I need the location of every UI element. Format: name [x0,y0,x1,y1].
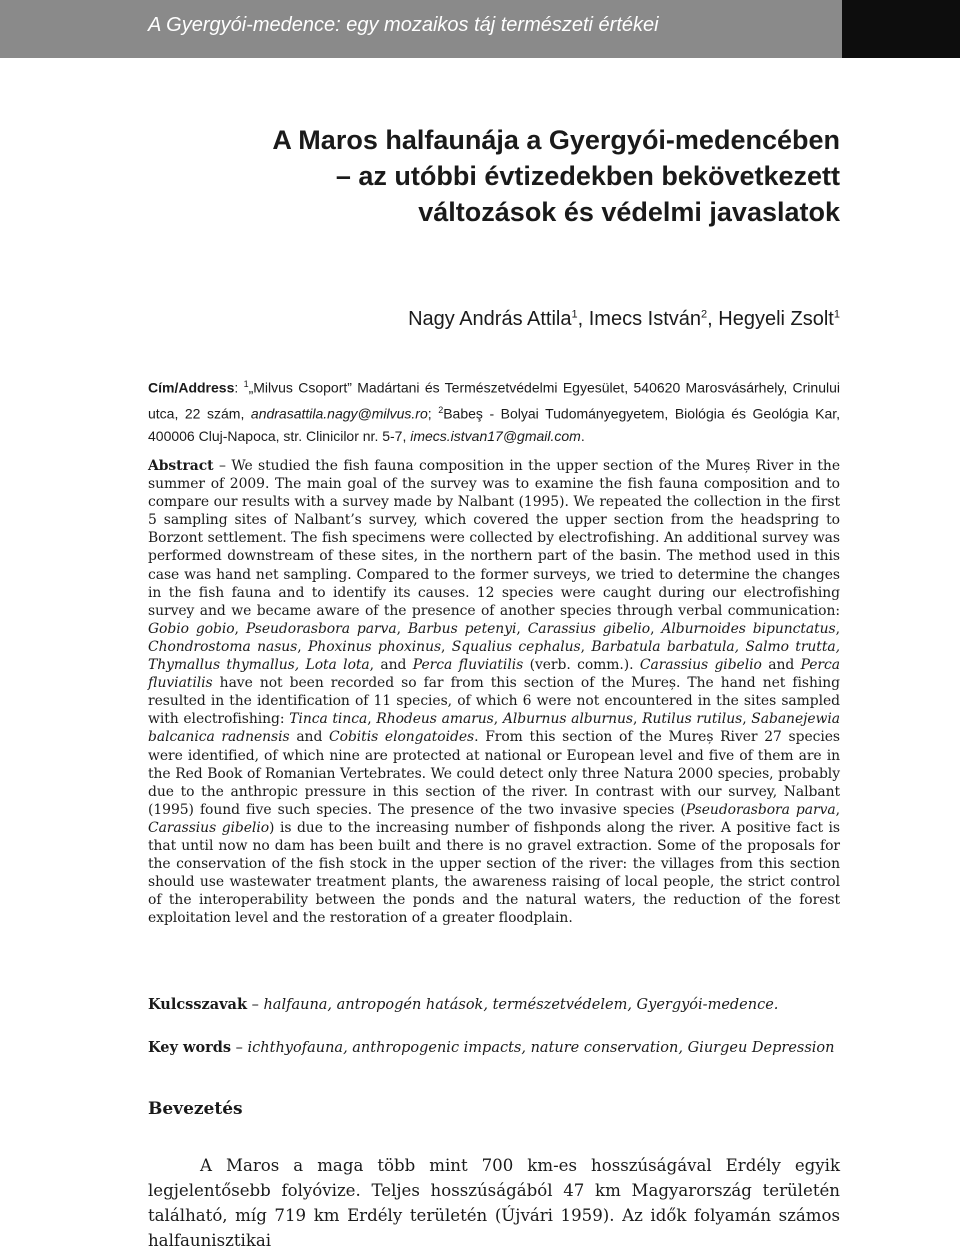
abstract-text: , [396,620,408,637]
keywords-hu-text: halfauna, antropogén hatások, természetvédelem, Gyergyói-medence. [263,997,779,1013]
species-name: Barbatula barbatula, Salmo trutta, Thymallus thymallus, Lota lota [148,638,840,674]
keywords-hungarian [148,996,868,1013]
title-line-3: változások és védelmi javaslatok [418,197,840,227]
species-name: Alburnoides bipunctatus [661,620,836,637]
author-separator: , [577,308,589,330]
keywords-en-text: ichthyofauna, anthropogenic impacts, nature conservation, Giurgeu Depression [247,1040,835,1056]
section-heading: Bevezetés [148,1099,243,1119]
title-line-1: A Maros halfaunája a Gyergyói-medencében [272,125,840,155]
header-corner-block [842,0,960,58]
species-name: Gobio gobio [148,620,235,637]
abstract-text: , and [369,657,413,674]
abstract [148,457,840,927]
abstract-text: and [761,657,801,674]
author-list [408,308,840,331]
affiliation-mark: 2 [438,405,444,416]
abstract-text: . From this section of the Mureș River 27 species were identified, of which nine are protected at national or European level and five of them are in the Red Book of Romanian Vertebrates. We could detect only three Natura 2000 species, probably due to the anthropic pressure in this section of the river. In contrast with our survey, Nalbant (1995) found five such species. The presence of the two invasive species ( [148,729,841,818]
affiliation-1-end: ; [427,405,439,422]
title-line-2: – az utóbbi évtizedekben bekövetkezett [335,161,840,191]
species-name: Carassius gibelio [148,819,270,836]
species-name: Barbus petenyi [407,620,517,637]
abstract-text: , [367,711,377,728]
abstract-text: , [516,620,528,637]
abstract-text: , [632,711,643,728]
abstract-body [148,458,840,926]
address-label: Cím/Address [148,379,235,396]
species-name: Pseudorasbora parva [685,801,836,818]
species-name: Rhodeus amarus [376,711,494,728]
species-name: Alburnus alburnus [502,711,633,728]
species-name: Tinca tinca [289,711,368,728]
author-name: Imecs István [588,308,702,330]
abstract-text: , [580,638,592,655]
affiliation-1-email[interactable]: andrasattila.nagy@milvus.ro [250,405,428,422]
abstract-text: , [441,638,452,655]
author-name: Hegyeli Zsolt [718,308,834,330]
abstract-text: , [493,711,503,728]
author-name: Nagy András Attila [408,308,572,330]
species-name: Cobitis elongatoides [329,729,475,746]
abstract-text: have not been recorded so far from this section of the Mureș. The hand net fishing resulted in the identification of 11 species, of which 6 were not encountered in the sites sampled with electrofishing: [148,675,840,728]
species-name: Perca fluviatilis [148,657,840,692]
abstract-dash: – [213,458,232,474]
keywords-hu-label: Kulcsszavak [148,996,247,1013]
species-name: Sabanejewia balcanica radnensis [148,711,841,746]
affiliation-2-text: Babeş - Bolyai Tudományegyetem, Biológia és Geológia Kar, 400006 Cluj-Napoca, str. Clinicilor nr. 5-7, [148,405,841,445]
species-name: Carassius gibelio [639,657,762,674]
article-title [272,122,840,230]
abstract-text: (verb. comm.). [523,657,640,674]
abstract-text: and [289,729,330,746]
abstract-text: , [835,801,840,818]
species-name: Perca fluviatilis [412,657,524,674]
abstract-label: Abstract [148,458,214,474]
affiliation-2-email[interactable]: imecs.istvan17@gmail.com [410,428,581,445]
body-paragraph: A Maros a maga több mint 700 km-es hosszúságával Erdély egyik legjelentősebb folyóvize. Teljes hosszúságából 47 km Magyarország területén található, míg 719 km Erdély területén (Újvári 1959). Az idők folyamán számos halfaunisztikai [148,1156,840,1250]
keywords-english [148,1039,868,1056]
keywords-hu-dash: – [247,997,264,1013]
abstract-text: , [234,620,246,637]
author-affiliation: 2 [701,308,708,321]
author-affiliation: 1 [571,308,578,321]
abstract-text: ) is due to the increasing number of fishponds along the river. A positive fact is that until now no dam has been built and there is no gravel extraction. Some of the proposals for the conservation of the fish stock in the upper section of the river: the villages from this section should use wastewater treatment plants, the awareness raising of local people, the strict control of the interoperability between the ponds and the natural waters, the reduction of the forest exploitation level and the restoration of a greater floodplain. [148,819,841,927]
affiliation-2-end: . [580,428,585,445]
abstract-text: , [742,711,752,728]
keywords-en-dash: – [231,1040,248,1056]
abstract-text: , [297,638,309,655]
address-separator: : [234,379,244,396]
running-title: A Gyergyói-medence: egy mozaikos táj természeti értékei [148,14,659,36]
affiliation-mark: 1 [243,379,249,389]
species-name: Squalius cephalus [451,638,581,655]
author-affiliation: 1 [833,308,840,321]
species-name: Rutilus rutilus [642,711,743,728]
species-name: Carassius gibelio [527,620,651,637]
affiliation-1-text: „Milvus Csoport” Madártani és Természetvédelmi Egyesület, 540620 Marosvásárhely, Crinului utca, 22 szám, [148,379,840,422]
species-name: Pseudorasbora parva [245,620,397,637]
species-name: Chondrostoma nasus [148,638,298,655]
abstract-text: We studied the fish fauna composition in the upper section of the Mureș River in the summer of 2009. The main goal of the survey was to examine the fish fauna composition and to compare our results with a survey made by Nalbant (1995). We repeated the collection in the first 5 sampling sites of Nalbant’s survey, which covered the upper section from the headspring to Borzont settlement. The fish specimens were collected by electrofishing. An additional survey was performed downstream of these sites, in the northern part of the basin. The method used in this case was hand net sampling. Compared to the former surveys, we tried to determine the changes in the fish fauna and to identify its causes. 12 species were caught during our electrofishing survey and we became aware of the presence of another species through verbal communication: [148,458,840,619]
keywords-en-label: Key words [148,1039,232,1056]
running-header-bar [0,0,842,58]
abstract-text: , [835,620,840,637]
address-block [148,373,840,448]
author-separator: , [707,308,719,330]
species-name: Phoxinus phoxinus [308,638,442,655]
abstract-text: , [650,620,662,637]
